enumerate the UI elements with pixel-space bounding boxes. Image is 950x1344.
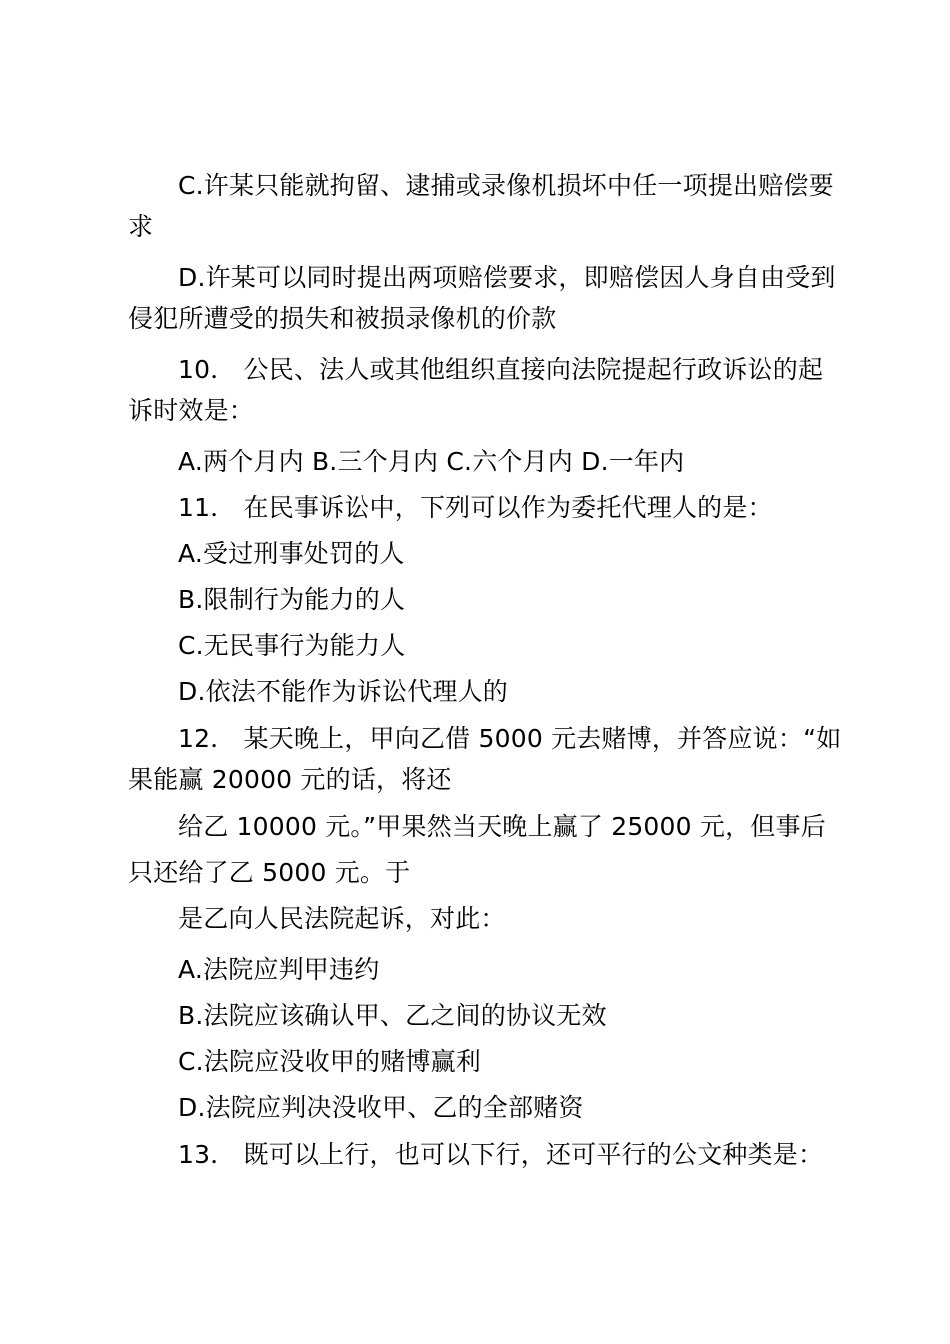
option-11c: C.无民事行为能力人 bbox=[178, 631, 406, 660]
question-12-line3: 给乙 10000 元。”甲果然当天晚上赢了 25000 元，但事后 bbox=[178, 812, 826, 841]
option-9c-line2: 求 bbox=[128, 212, 154, 241]
option-9c-line1: C.许某只能就拘留、逮捕或录像机损坏中任一项提出赔偿要 bbox=[178, 171, 834, 200]
question-13: 13． 既可以上行，也可以下行，还可平行的公文种类是： bbox=[178, 1140, 824, 1169]
question-12-line5: 是乙向人民法院起诉，对此： bbox=[178, 904, 506, 933]
option-12c: C.法院应没收甲的赌博赢利 bbox=[178, 1047, 482, 1076]
question-10-line1: 10． 公民、法人或其他组织直接向法院提起行政诉讼的起 bbox=[178, 355, 824, 384]
option-12b: B.法院应该确认甲、乙之间的协议无效 bbox=[178, 1001, 607, 1030]
question-12-line1: 12． 某天晚上，甲向乙借 5000 元去赌博，并答应说：“如 bbox=[178, 724, 842, 753]
option-11b: B.限制行为能力的人 bbox=[178, 585, 406, 614]
option-9d-line1: D.许某可以同时提出两项赔偿要求，即赔偿因人身自由受到 bbox=[178, 263, 836, 292]
option-11a: A.受过刑事处罚的人 bbox=[178, 539, 405, 568]
question-10-line2: 诉时效是： bbox=[128, 396, 255, 425]
option-12d: D.法院应判决没收甲、乙的全部赌资 bbox=[178, 1093, 584, 1122]
question-12-line2: 果能赢 20000 元的话，将还 bbox=[128, 765, 452, 794]
question-10-options: A.两个月内 B.三个月内 C.六个月内 D.一年内 bbox=[178, 447, 685, 476]
question-11: 11． 在民事诉讼中，下列可以作为委托代理人的是： bbox=[178, 493, 773, 522]
option-9d-line2: 侵犯所遭受的损失和被损录像机的价款 bbox=[128, 304, 557, 333]
option-11d: D.依法不能作为诉讼代理人的 bbox=[178, 677, 508, 706]
option-12a: A.法院应判甲违约 bbox=[178, 955, 380, 984]
question-12-line4: 只还给了乙 5000 元。于 bbox=[128, 858, 411, 887]
